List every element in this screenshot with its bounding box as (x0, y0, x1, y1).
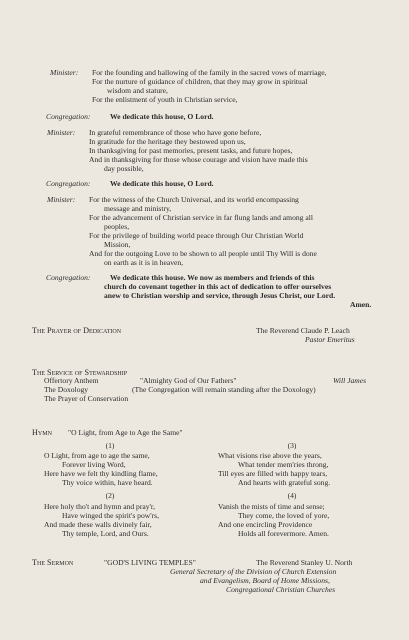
speaker-label: Minister: (50, 68, 79, 77)
litany-line: In thanksgiving for past memories, present tasks, and future hopes, (89, 146, 293, 155)
preacher-name: The Reverend Stanley U. North (256, 558, 353, 567)
litany-line: wisdom and stature, (107, 86, 168, 95)
litany-line: For the enlistment of youth in Christian service, (92, 95, 238, 104)
speaker-label: Congregation: (46, 273, 91, 282)
verse-line: What visions rise above the years, (218, 451, 322, 460)
verse-line: Here holy tho't and hymn and pray'r, (44, 502, 156, 511)
response-line: We dedicate this house, O Lord. (110, 112, 214, 121)
verse-line: And made these walls divinely fair, (44, 520, 152, 529)
verse-line: Forever living Word, (62, 460, 126, 469)
response-line: We dedicate this house. We now as members and friends of this (110, 273, 315, 282)
litany-line: For the witness of the Church Universal, and its world encompassing (89, 195, 299, 204)
anthem-composer: Will James (333, 376, 367, 385)
verse-line: Here have we felt thy kindling flame, (44, 469, 158, 478)
litany-line: For the nurture of guidance of children, that they may grow in spiritual (92, 77, 308, 86)
litany-line: message and ministry, (104, 204, 172, 213)
verse-line: Have winged the spirit's pow'rs, (62, 511, 160, 520)
speaker-label: Congregation: (46, 112, 91, 121)
verse-number: (1) (105, 441, 115, 450)
section-heading: The Sermon (32, 558, 74, 567)
speaker-label: Minister: (47, 128, 76, 137)
prayer-label: The Prayer of Conservation (44, 394, 129, 403)
verse-line: Thy temple, Lord, and Ours. (62, 529, 149, 538)
hymn-label: Hymn (32, 428, 52, 437)
doxology-label: The Doxology (44, 385, 89, 394)
section-heading: The Service of Stewardship (32, 368, 128, 377)
verse-number: (2) (105, 491, 115, 500)
verse-line: And one encircling Providence (218, 520, 313, 529)
preacher-role: Congregational Christian Churches (226, 585, 336, 594)
verse-number: (4) (287, 491, 297, 500)
litany-line: For the privilege of building world peace through Our Christian World (89, 231, 304, 240)
anthem-label: Offertory Anthem (44, 376, 99, 385)
officiant-name: The Reverend Claude P. Leach (256, 326, 350, 335)
litany-line: And in thanksgiving for those whose courage and vision have made this (89, 155, 308, 164)
response-line: anew to Christian worship and service, through Jesus Christ, our Lord. (104, 291, 336, 300)
verse-line: And hearts with grateful song. (238, 478, 331, 487)
litany-line: day possible, (104, 164, 144, 173)
litany-line: on earth as it is in heaven, (104, 258, 184, 267)
verse-line: What tender mem'ries throng, (238, 460, 329, 469)
litany-line: peoples, (104, 222, 130, 231)
preacher-role: General Secretary of the Division of Church Extension (170, 567, 337, 576)
litany-line: In grateful remembrance of those who have gone before, (89, 128, 262, 137)
litany-line: In gratitude for the heritage they bestowed upon us, (89, 137, 246, 146)
sermon-title: "GOD'S LIVING TEMPLES" (104, 558, 196, 567)
doxology-note: (The Congregation will remain standing after the Doxology) (132, 385, 316, 394)
verse-line: Vanish the mists of time and sense; (218, 502, 325, 511)
officiant-role: Pastor Emeritus (305, 335, 355, 344)
litany-line: And for the outgoing Love to be shown to all people until Thy Will is done (89, 249, 317, 258)
response-line: church do covenant together in this act of dedication to offer ourselves (104, 282, 332, 291)
litany-line: For the founding and hallowing of the family in the sacred vows of marriage, (92, 68, 327, 77)
speaker-label: Congregation: (46, 179, 91, 188)
section-heading: The Prayer of Dedication (32, 326, 122, 335)
speaker-label: Minister: (47, 195, 76, 204)
hymn-title: "O Light, from Age to Age the Same" (68, 428, 183, 437)
verse-line: Till eyes are filled with happy tears, (218, 469, 328, 478)
verse-line: O Light, from age to age the same, (44, 451, 150, 460)
verse-line: Holds all forevermore. Amen. (238, 529, 329, 538)
verse-number: (3) (287, 441, 297, 450)
litany-line: For the advancement of Christian service in far flung lands and among all (89, 213, 313, 222)
verse-line: Thy voice within, have heard. (62, 478, 153, 487)
verse-line: They come, the loved of yore, (238, 511, 330, 520)
amen-text: Amen. (350, 300, 372, 309)
anthem-title: "Almighty God of Our Fathers" (140, 376, 237, 385)
litany-line: Mission, (104, 240, 131, 249)
response-line: We dedicate this house, O Lord. (110, 179, 214, 188)
preacher-role: and Evangelism, Board of Home Missions, (200, 576, 330, 585)
